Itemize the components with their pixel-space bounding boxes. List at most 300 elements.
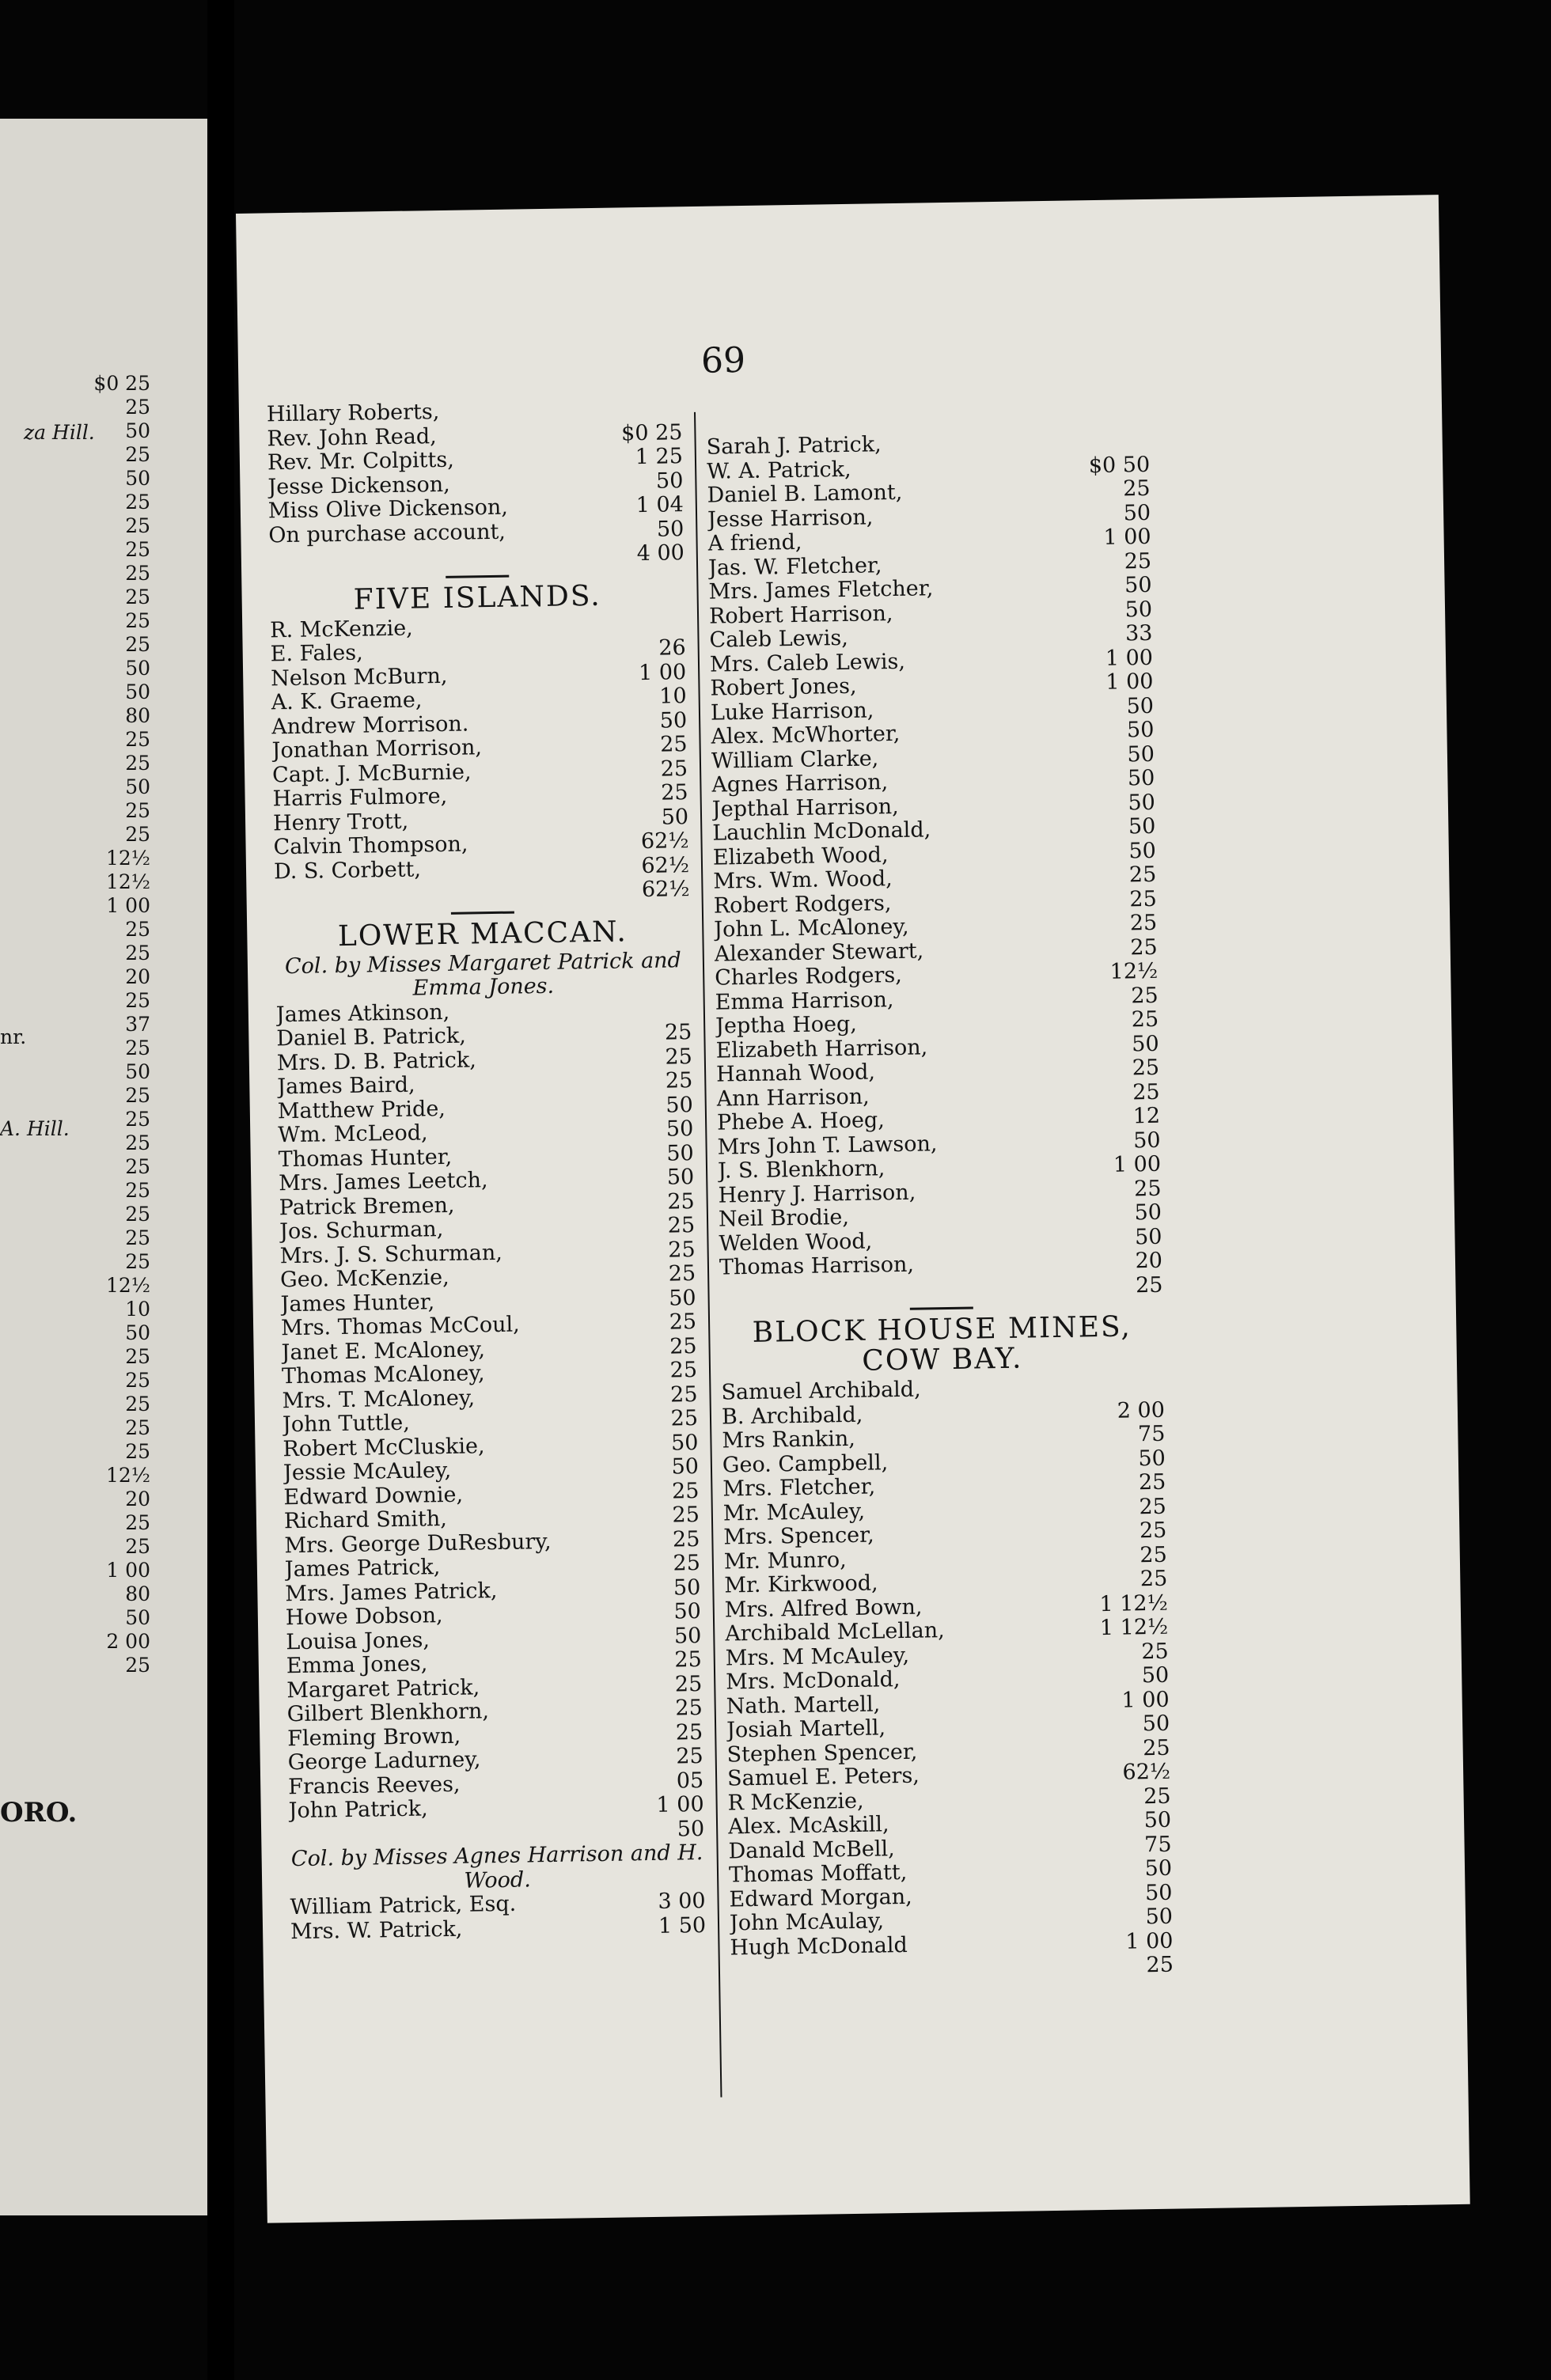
entry-name: Rev. Mr. Colpitts, (267, 447, 455, 476)
entry-amount: 50 (1127, 765, 1155, 791)
prev-page-amount: 25 (125, 562, 150, 585)
entry-name: Mrs. George DuResbury, (284, 1529, 552, 1558)
entry-name: Geo. Campbell, (722, 1450, 889, 1478)
prev-page-amount: 80 (125, 704, 150, 727)
entry-name: Samuel E. Peters, (726, 1763, 920, 1791)
entry-amount: 50 (1126, 693, 1155, 718)
entry-name: Thomas Hunter, (278, 1144, 453, 1172)
entry-amount: 25 (1130, 934, 1158, 960)
prev-page-amount: 50 (125, 1606, 150, 1629)
entry-amount: 50 (1141, 1662, 1170, 1688)
entry-name: Mrs. J. S. Schurman, (279, 1240, 503, 1268)
entry-amount: 50 (1142, 1711, 1170, 1737)
prev-page-amount: 25 (125, 989, 150, 1012)
entry-name: Harris Fulmore, (272, 783, 448, 812)
entry-name: Danald McBell, (728, 1836, 895, 1863)
section-rule (450, 911, 514, 914)
prev-page-amount-column (87, 372, 150, 1677)
entry-amount: 25 (1146, 1952, 1174, 1978)
prev-page-amount: 25 (125, 1511, 150, 1534)
entry-name: D. S. Corbett, (273, 856, 422, 884)
entry-amount: 75 (1143, 1832, 1172, 1857)
entry-amount: 25 (674, 1671, 703, 1697)
entry-amount: $0 25 (620, 419, 683, 445)
prev-page-amount: 25 (125, 823, 150, 846)
entry-name: James Baird, (277, 1072, 415, 1100)
entry-name: Rev. John Read, (267, 423, 437, 451)
entry-amount: 25 (1139, 1518, 1167, 1544)
entry-amount: 25 (660, 756, 688, 782)
entry-amount: 25 (1128, 862, 1157, 888)
entry-amount: 50 (656, 516, 684, 542)
entry-name: Jeptha Hoeg, (715, 1011, 858, 1039)
entry-name: Mrs. Fletcher, (722, 1474, 876, 1502)
page-number: 69 (700, 339, 746, 381)
entry-amount: 1 25 (635, 444, 684, 470)
entry-name: Wm. McLeod, (278, 1120, 428, 1148)
entry-name: Archibald McLellan, (725, 1618, 945, 1647)
entry-amount: 50 (1123, 500, 1151, 525)
entry-amount: 25 (664, 1020, 692, 1045)
prev-page-amount: 25 (125, 586, 150, 608)
entry-name: William Patrick, Esq. (290, 1891, 517, 1920)
entry-amount: 10 (659, 684, 687, 709)
entry-name: Nath. Martell, (726, 1691, 881, 1719)
entry-amount: 25 (675, 1695, 703, 1721)
prev-page-amount: 25 (125, 1037, 150, 1059)
prev-page-amount: 25 (125, 1654, 150, 1677)
entry-amount: 50 (673, 1623, 702, 1649)
entry-amount: 50 (1144, 1880, 1173, 1905)
entry-amount: $0 50 (1088, 452, 1151, 478)
entry-name: Matthew Pride, (277, 1096, 446, 1124)
prev-page-amount: 1 00 (106, 894, 150, 917)
entry-amount: 50 (1124, 597, 1153, 622)
prev-page-amount: 25 (125, 1084, 150, 1107)
prev-page-amount: 12½ (105, 847, 150, 870)
lower-maccan-collector: Col. by Misses Margaret Patrick and Emma Jones. (284, 947, 682, 1001)
entry-name: John Tuttle, (282, 1410, 411, 1438)
prev-page-amount: 25 (125, 1345, 150, 1368)
entry-name: Mrs. Spencer, (723, 1522, 874, 1550)
entry-name: Mrs Rankin, (722, 1426, 856, 1453)
prev-page-text-4: ORO. (0, 1797, 78, 1829)
entry-amount: 1 00 (1121, 1687, 1170, 1713)
entry-amount: 50 (659, 707, 688, 733)
second-collector: Col. by Misses Agnes Harrison and H. Wood. (290, 1840, 703, 1893)
entry-name: Thomas Harrison, (719, 1252, 915, 1280)
entry-name: Robert Rodgers, (713, 890, 892, 919)
entry-name: Agnes Harrison, (711, 770, 889, 798)
entry-amount: 25 (1129, 886, 1157, 911)
entry-name: Francis Reeves, (288, 1772, 461, 1799)
entry-name: Jos. Schurman, (279, 1217, 444, 1245)
entry-name: Robert Harrison, (708, 601, 893, 629)
entry-name: Gilbert Blenkhorn, (286, 1699, 490, 1727)
entry-name: Alex. McAskill, (727, 1812, 889, 1840)
prev-page-amount: 50 (125, 1321, 150, 1344)
left-column (267, 396, 707, 1944)
entry-amount: 50 (666, 1116, 694, 1142)
entry-amount: 12½ (1109, 958, 1159, 984)
prev-page-amount: 25 (125, 1393, 150, 1415)
entry-amount: 50 (666, 1092, 694, 1118)
entry-name: John Patrick, (288, 1796, 428, 1824)
entry-name: Phebe A. Hoeg, (716, 1108, 885, 1135)
entry-name: Calvin Thompson, (273, 832, 468, 860)
entry-amount: 50 (1145, 1904, 1174, 1930)
lower-maccan-heading: LOWER MACCAN. (337, 915, 628, 953)
entry-amount: 50 (655, 468, 684, 494)
entry-amount: 25 (676, 1743, 703, 1769)
entry-name: Janet E. McAloney, (281, 1336, 486, 1365)
entry-name: A friend, (707, 529, 802, 556)
entry-amount: 25 (669, 1333, 697, 1359)
prev-page-amount: 12½ (105, 1464, 150, 1487)
entry-amount: 1 00 (638, 659, 687, 685)
prev-page-text-2: nr. (0, 1025, 27, 1048)
entry-amount: 1 00 (1113, 1151, 1162, 1177)
entry-name: George Ladurney, (287, 1747, 481, 1776)
entry-amount: 25 (669, 1358, 698, 1383)
entry-amount: 25 (669, 1309, 697, 1335)
entry-name: Emma Jones, (286, 1651, 428, 1679)
prev-page-amount: 25 (125, 1226, 150, 1249)
right-top-list (706, 429, 1162, 1305)
entry-amount: 1 00 (656, 1791, 704, 1817)
entry-name: Caleb Lewis, (709, 625, 849, 653)
entry-name: Howe Dobson, (285, 1603, 443, 1631)
entry-name (730, 1954, 1094, 1984)
entry-amount: 25 (1131, 983, 1159, 1008)
entry-name: B. Archibald, (721, 1402, 863, 1430)
entry-name: Thomas McAloney, (281, 1361, 485, 1389)
entry-amount: 50 (1126, 717, 1155, 743)
entry-amount: 50 (673, 1598, 702, 1624)
entry-amount: 33 (1124, 620, 1153, 646)
prev-page-amount: 10 (125, 1298, 150, 1321)
prev-page-amount: 50 (125, 419, 150, 442)
entry-amount: 62½ (1122, 1759, 1171, 1785)
entry-name: Daniel B. Lamont, (707, 479, 903, 508)
entry-name: Miss Olive Dickenson, (267, 495, 509, 524)
entry-name: Mrs. James Patrick, (285, 1578, 498, 1606)
entry-amount: 50 (1132, 1127, 1161, 1153)
entry-name: Edward Downie, (283, 1482, 464, 1510)
five-islands-heading: FIVE ISLANDS. (353, 579, 601, 616)
entry-name: Mrs. Alfred Bown, (724, 1594, 923, 1623)
prev-page-amount: 25 (125, 609, 150, 632)
entry-amount (612, 997, 692, 1022)
entry-name: Robert McCluskie, (283, 1433, 485, 1461)
prev-page-amount: 12½ (105, 1274, 150, 1297)
entry-amount: 25 (1123, 476, 1151, 502)
entry-amount: 25 (1133, 1176, 1162, 1201)
entry-name: Jesse Dickenson, (267, 472, 450, 499)
entry-amount: 25 (1140, 1566, 1168, 1592)
entry-amount: 50 (666, 1165, 695, 1190)
entry-amount (1070, 429, 1149, 454)
entry-amount: 25 (673, 1550, 701, 1576)
entry-name: Patrick Bremen, (279, 1192, 455, 1220)
entry-amount: 1 00 (1125, 1928, 1174, 1954)
prev-page-amount: 25 (125, 942, 150, 965)
entry-name: Mrs. Caleb Lewis, (709, 649, 906, 677)
prev-page-amount: 20 (125, 965, 150, 988)
prev-page-text-3: A. Hill. (0, 1117, 70, 1140)
entry-amount: 50 (1124, 572, 1152, 598)
prev-page-amount: 2 00 (106, 1630, 150, 1653)
entry-amount: 62½ (641, 877, 690, 903)
entry-name: Hannah Wood, (715, 1059, 876, 1087)
entry-name: Mrs. Thomas McCoul, (280, 1312, 520, 1341)
section-rule (910, 1307, 973, 1310)
entry-amount: 50 (1132, 1031, 1159, 1056)
entry-amount: 50 (1128, 838, 1157, 863)
entry-amount: 25 (670, 1406, 699, 1431)
entry-name: R McKenzie, (727, 1788, 864, 1815)
entry-amount: 50 (661, 804, 689, 830)
entry-amount: 25 (660, 732, 688, 757)
entry-name: On purchase account, (268, 519, 506, 548)
entry-name: Richard Smith, (283, 1506, 448, 1534)
entry-amount: 25 (1140, 1542, 1168, 1567)
entry-name: Mrs. M McAuley, (725, 1643, 910, 1671)
entry-name (274, 879, 610, 908)
entry-amount: 12 (1132, 1103, 1161, 1129)
entry-name: Jepthal Harrison, (711, 794, 899, 822)
entry-amount: 25 (668, 1261, 696, 1287)
entry-name: Andrew Morrison. (271, 711, 469, 739)
prev-page-amount: 25 (125, 728, 150, 751)
entry-amount: 50 (1128, 813, 1156, 839)
entry-name: Geo. McKenzie, (279, 1264, 449, 1293)
entry-name: Margaret Patrick, (286, 1674, 480, 1703)
page-gutter (207, 0, 234, 2380)
cow-bay-heading: COW BAY. (862, 1342, 1023, 1378)
entry-amount: 25 (675, 1719, 703, 1745)
entry-amount: 25 (1138, 1469, 1166, 1495)
entry-name: Jonathan Morrison, (271, 735, 483, 764)
prev-page-amount: 25 (125, 633, 150, 656)
entry-name: Samuel Archibald, (721, 1377, 921, 1405)
entry-amount: 1 00 (1105, 645, 1154, 671)
entry-name: Edward Morgan, (729, 1884, 912, 1912)
entry-name: Mrs. D. B. Patrick, (276, 1047, 477, 1075)
entry-amount (606, 612, 685, 638)
entry-amount: 25 (1131, 1006, 1159, 1033)
prev-page-amount: 25 (125, 1440, 150, 1463)
prev-page-amount: 20 (125, 1488, 150, 1510)
entry-amount: 50 (677, 1816, 705, 1841)
entry-amount: 25 (1129, 910, 1158, 936)
prev-page-amount: 25 (125, 1416, 150, 1439)
entry-name: Jas. W. Fletcher, (707, 552, 882, 581)
prev-page-amount: 25 (125, 538, 150, 561)
entry-name: E. Fales, (270, 640, 363, 667)
block-house-list (721, 1374, 1174, 1984)
entry-amount: 25 (671, 1478, 700, 1504)
prev-page-amount: 50 (125, 680, 150, 703)
second-collection-list (290, 1889, 706, 1944)
entry-name: Luke Harrison, (710, 697, 874, 726)
entry-name: William Clarke, (711, 745, 879, 774)
prev-page-amount: 25 (125, 1179, 150, 1202)
entry-name: Ann Harrison, (716, 1084, 870, 1112)
entry-amount: 05 (676, 1768, 704, 1793)
entry-amount: 3 00 (658, 1888, 706, 1914)
entry-name: Mr. Kirkwood, (724, 1571, 878, 1598)
prev-page-amount: 25 (125, 1108, 150, 1131)
prev-page-amount: 25 (125, 1369, 150, 1392)
entry-name: Fleming Brown, (287, 1723, 461, 1751)
entry-amount (603, 396, 682, 422)
entry-name (719, 1275, 1083, 1305)
section-rule (446, 574, 509, 578)
entry-amount: 25 (672, 1526, 700, 1552)
entry-amount: 1 50 (658, 1912, 707, 1938)
entry-amount: 25 (1143, 1783, 1171, 1809)
entry-name: Mr. McAuley, (722, 1499, 866, 1526)
entry-name: Louisa Jones, (286, 1627, 430, 1654)
entry-name: Daniel B. Patrick, (276, 1023, 467, 1052)
entry-name: W. A. Patrick, (706, 457, 851, 484)
prev-page-amount: 50 (125, 1060, 150, 1083)
prev-page-amount: 25 (125, 1203, 150, 1226)
entry-amount: 25 (1139, 1494, 1167, 1519)
prev-page-amount: 25 (125, 918, 150, 941)
prev-page-amount: 25 (125, 1131, 150, 1154)
entry-name: Welden Wood, (719, 1229, 873, 1256)
entry-name: Emma Harrison, (715, 987, 894, 1015)
entry-name: Alex. McWhorter, (711, 721, 901, 749)
entry-amount: 50 (1128, 790, 1156, 815)
entry-name: Mrs John T. Lawson, (717, 1131, 938, 1160)
prev-page-amount: 50 (125, 657, 150, 680)
entry-amount: 25 (667, 1188, 695, 1215)
entry-name: Stephen Spencer, (726, 1739, 918, 1767)
entry-name: John McAulay, (729, 1908, 885, 1936)
entry-name: Mrs. James Leetch, (279, 1168, 488, 1196)
entry-amount: 50 (1143, 1807, 1172, 1833)
prev-page-amount: 25 (125, 1535, 150, 1558)
entry-amount: 25 (1124, 548, 1152, 574)
prev-page-amount: 25 (125, 443, 150, 466)
entry-amount: 26 (658, 635, 686, 661)
five-islands-list (270, 612, 690, 908)
entry-amount: 25 (665, 1068, 693, 1093)
prev-page-amount: 25 (125, 752, 150, 775)
entry-amount: 50 (666, 1140, 694, 1166)
prev-page-amount: 25 (125, 514, 150, 537)
entry-amount: 25 (1142, 1735, 1170, 1760)
entry-amount: 25 (674, 1647, 703, 1673)
entry-name: Neil Brodie, (718, 1204, 850, 1232)
entry-amount: 50 (1134, 1224, 1162, 1249)
entry-amount: 50 (1144, 1855, 1173, 1882)
previous-page-fragment (0, 119, 207, 2215)
prev-page-amount: 1 00 (106, 1559, 150, 1582)
entry-amount: 50 (1134, 1199, 1162, 1226)
entry-amount: 25 (667, 1213, 696, 1238)
prev-page-amount: 80 (125, 1582, 150, 1605)
entry-amount: 2 00 (1117, 1397, 1166, 1423)
prev-page-amount: 50 (125, 467, 150, 490)
entry-amount: 25 (665, 1044, 693, 1070)
lower-maccan-list (276, 997, 705, 1848)
entry-name: J. S. Blenkhorn, (717, 1156, 885, 1184)
entry-amount: 25 (1132, 1079, 1160, 1105)
entry-name: Alexander Stewart, (714, 938, 924, 967)
entry-name: Elizabeth Harrison, (715, 1034, 928, 1063)
entry-amount (1085, 1374, 1164, 1400)
page (236, 195, 1470, 2223)
entry-amount: 50 (670, 1430, 699, 1456)
prev-page-amount: 25 (125, 799, 150, 822)
entry-amount: 25 (1135, 1272, 1163, 1298)
prev-page-amount: 50 (125, 775, 150, 798)
entry-name: James Atkinson, (275, 999, 450, 1027)
prev-page-amount: 37 (125, 1013, 150, 1036)
entry-name: A. K. Graeme, (271, 688, 423, 715)
entry-name: Capt. J. McBurnie, (271, 759, 472, 787)
entry-name: Mrs. W. Patrick, (290, 1916, 463, 1944)
entry-amount: 25 (672, 1503, 700, 1528)
entry-amount: 1 12½ (1099, 1590, 1168, 1616)
entry-name: Jessie McAuley, (283, 1457, 452, 1486)
entry-name: Hugh McDonald (730, 1932, 908, 1960)
block-house-heading: BLOCK HOUSE MINES, (752, 1310, 1132, 1349)
entry-amount: 62½ (640, 828, 689, 855)
entry-name: R. McKenzie, (270, 616, 413, 642)
entry-name: Henry J. Harrison, (718, 1180, 916, 1208)
prev-page-amount: 25 (125, 1155, 150, 1178)
entry-name: John L. McAloney, (714, 914, 909, 942)
entry-name: Elizabeth Wood, (712, 842, 889, 870)
entry-name (269, 543, 605, 572)
entry-amount: 25 (1132, 1055, 1160, 1081)
prev-page-amount: $0 25 (93, 372, 150, 395)
entry-name: Jesse Harrison, (707, 504, 874, 532)
entry-name: Nelson McBurn, (271, 663, 448, 691)
entry-amount: 25 (668, 1237, 696, 1263)
entry-amount: 50 (668, 1285, 696, 1311)
entry-amount: 1 00 (1105, 669, 1154, 695)
entry-name: James Patrick, (284, 1555, 441, 1582)
entry-amount: 1 12½ (1099, 1614, 1169, 1641)
right-column (706, 429, 1174, 1984)
entry-name: Thomas Moffatt, (728, 1859, 908, 1888)
entry-amount: 25 (1141, 1639, 1169, 1664)
entry-name: Hillary Roberts, (266, 399, 440, 427)
entry-name: Robert Jones, (710, 673, 857, 701)
entry-amount: 20 (1135, 1248, 1163, 1274)
entry-amount: 75 (1137, 1421, 1166, 1447)
entry-amount: 50 (673, 1575, 701, 1601)
prev-page-text-1: za Hill. (24, 421, 95, 444)
entry-name: Josiah Martell, (726, 1715, 886, 1743)
entry-amount: 25 (660, 780, 688, 805)
entry-amount: 62½ (641, 852, 690, 878)
prev-page-amount: 12½ (105, 870, 150, 893)
entry-amount: 4 00 (636, 540, 685, 567)
entry-name: Charles Rodgers, (715, 962, 903, 991)
entry-name: Mr. Munro, (723, 1547, 847, 1575)
entry-amount: 1 04 (635, 492, 684, 518)
entry-amount: 50 (1138, 1446, 1166, 1471)
entry-amount: 25 (669, 1381, 698, 1408)
entry-name: Mrs. T. McAloney, (282, 1385, 476, 1413)
